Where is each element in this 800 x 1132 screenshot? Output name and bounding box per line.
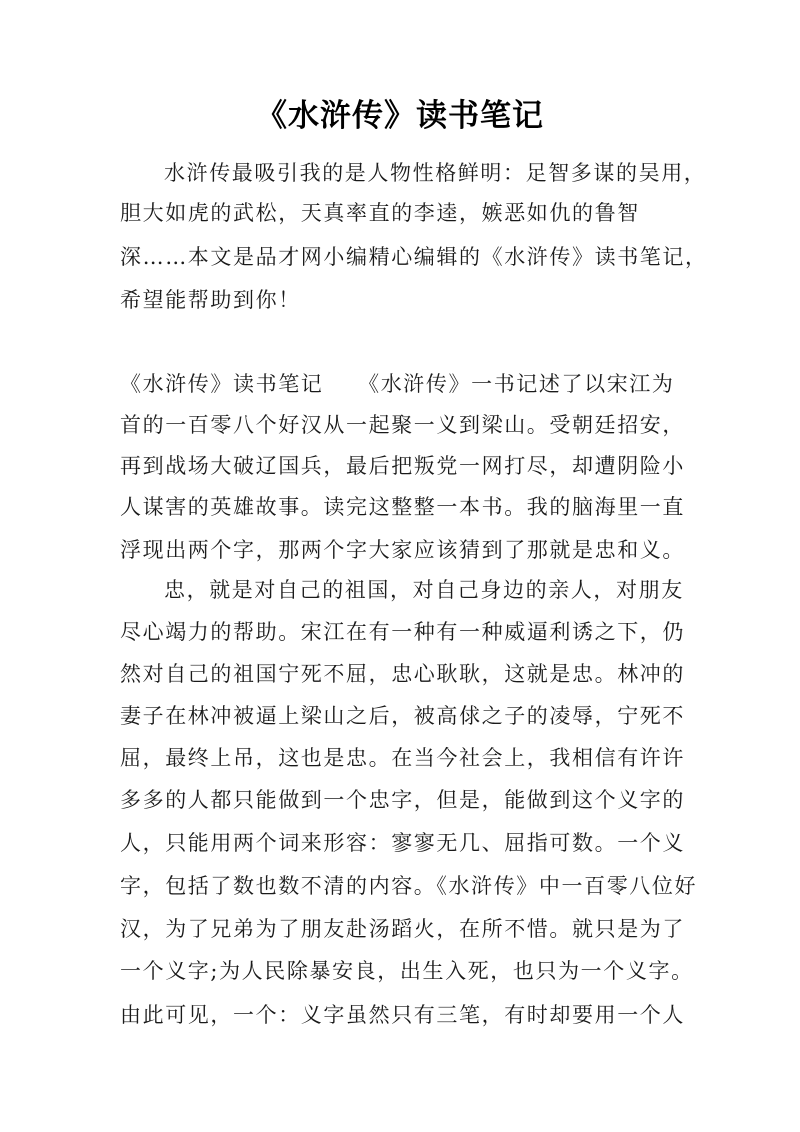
body-line: 由此可见，一个：义字虽然只有三笔，有时却要用一个人 (120, 1003, 685, 1027)
body-line: 妻子在林冲被逼上梁山之后，被高俅之子的凌辱，宁死不 (120, 704, 685, 728)
body-line: 忠，就是对自己的祖国，对自己身边的亲人，对朋友 (164, 578, 684, 602)
body-line: 人，只能用两个词来形容：寥寥无几、屈指可数。一个义 (120, 831, 685, 855)
body-line: 首的一百零八个好汉从一起聚一义到梁山。受朝廷招安， (120, 413, 685, 437)
body-line: 浮现出两个字，那两个字大家应该猜到了那就是忠和义。 (120, 538, 685, 562)
body-line: 再到战场大破辽国兵，最后把叛党一网打尽，却遭阴险小 (120, 454, 685, 478)
intro-line: 水浒传最吸引我的是人物性格鲜明：足智多谋的吴用， (164, 161, 707, 185)
body-line: 多多的人都只能做到一个忠字，但是，能做到这个义字的 (120, 788, 685, 812)
body-line: 《水浒传》读书笔记 《水浒传》一书记述了以宋江为 (120, 372, 675, 396)
body-line: 一个义字;为人民除暴安良，出生入死，也只为一个义字。 (120, 959, 694, 983)
body-line: 字，包括了数也数不清的内容。《水浒传》中一百零八位好 (120, 874, 698, 898)
intro-line: 胆大如虎的武松，天真率直的李逵，嫉恶如仇的鲁智 (120, 201, 640, 225)
body-line: 屈，最终上吊，这也是忠。在当今社会上，我相信有许许 (120, 746, 685, 770)
document-title: 《水浒传》读书笔记 (256, 98, 544, 134)
intro-line: 深……本文是品才网小编精心编辑的《水浒传》读书笔记， (120, 245, 708, 269)
body-line: 汉，为了兄弟为了朋友赴汤蹈火，在所不惜。就只是为了 (120, 917, 685, 941)
intro-line: 希望能帮助到你！ (120, 288, 301, 312)
body-line: 尽心竭力的帮助。宋江在有一种有一种威逼利诱之下，仍 (120, 620, 685, 644)
body-line: 然对自己的祖国宁死不屈，忠心耿耿，这就是忠。林冲的 (120, 662, 685, 686)
body-line: 人谋害的英雄故事。读完这整整一本书。我的脑海里一直 (120, 495, 685, 519)
